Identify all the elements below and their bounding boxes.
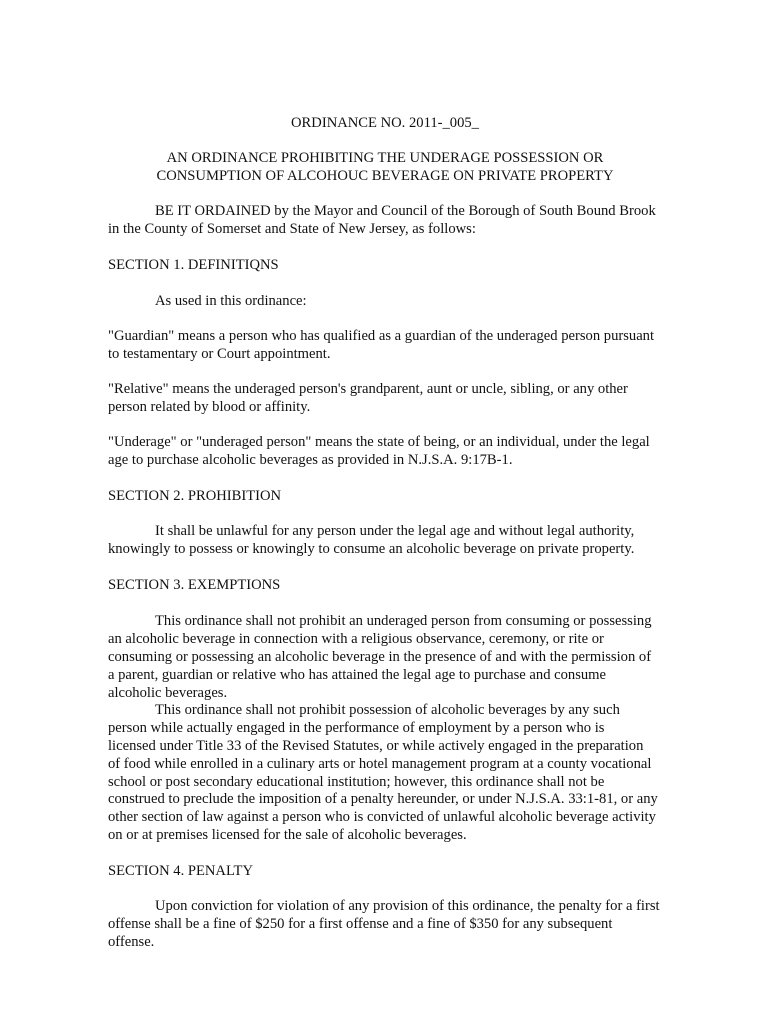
ordinance-title-line: AN ORDINANCE PROHIBITING THE UNDERAGE POSSESSION OR [166, 150, 604, 166]
exemptions-text-line: an alcoholic beverage in connection with a religious observance, ceremony, or rite or [108, 631, 604, 647]
exemptions-text-line: construed to preclude the imposition of a penalty hereunder, or under N.J.S.A. 33:1-81, or any [108, 791, 658, 807]
exemptions-text-line: This ordinance shall not prohibit an underaged person from consuming or possessing [155, 613, 652, 629]
enacting-clause-line: BE IT ORDAINED by the Mayor and Council of the Borough of South Bound Brook [155, 203, 656, 219]
exemptions-text-line: a parent, guardian or relative who has attained the legal age to purchase and consume [108, 667, 607, 683]
prohibition-text-line: It shall be unlawful for any person under the legal age and without legal authority, [155, 523, 635, 539]
exemptions-text-line: alcoholic beverages. [108, 685, 228, 701]
prohibition-text-line: knowingly to possess or knowingly to consume an alcoholic beverage on private property. [108, 541, 635, 557]
definition-guardian-line: "Guardian" means a person who has qualified as a guardian of the underaged person pursuant [108, 328, 655, 344]
definitions-intro: As used in this ordinance: [155, 293, 307, 309]
exemptions-text-line: licensed under Title 33 of the Revised Statutes, or while actively engaged in the preparation [108, 738, 644, 754]
definition-guardian-line: to testamentary or Court appointment. [108, 346, 331, 362]
penalty-text-line: offense. [108, 934, 155, 950]
enacting-clause-line: in the County of Somerset and State of New Jersey, as follows: [108, 221, 476, 237]
exemptions-text-line: other section of law against a person who is convicted of unlawful alcoholic beverage activity [108, 809, 656, 825]
exemptions-text-line: on or at premises licensed for the sale of alcoholic beverages. [108, 827, 467, 843]
section-heading: SECTION 2. PROHIBITION [108, 488, 282, 504]
exemptions-text-line: of food while enrolled in a culinary arts or hotel management program at a county vocational [108, 756, 652, 772]
exemptions-text-line: This ordinance shall not prohibit possession of alcoholic beverages by any such [155, 702, 620, 718]
ordinance-number: ORDINANCE NO. 2011-_005_ [291, 115, 479, 131]
definition-relative-line: person related by blood or affinity. [108, 399, 311, 415]
definition-underage-line: "Underage" or "underaged person" means the state of being, or an individual, under the legal [108, 434, 650, 450]
exemptions-text-line: consuming or possessing an alcoholic beverage in the presence of and with the permission of [108, 649, 652, 665]
section-heading: SECTION 4. PENALTY [108, 863, 253, 879]
exemptions-text-line: school or post secondary educational institution; however, this ordinance shall not be [108, 774, 605, 790]
section-heading: SECTION 3. EXEMPTIONS [108, 577, 281, 593]
exemptions-text-line: person while actually engaged in the performance of employment by a person who is [108, 720, 605, 736]
penalty-text-line: Upon conviction for violation of any provision of this ordinance, the penalty for a first [155, 898, 660, 914]
ordinance-title-line: CONSUMPTION OF ALCOHOUC BEVERAGE ON PRIVATE PROPERTY [156, 168, 614, 184]
definition-underage-line: age to purchase alcoholic beverages as provided in N.J.S.A. 9:17B-1. [108, 452, 513, 468]
definition-relative-line: "Relative" means the underaged person's grandparent, aunt or uncle, sibling, or any other [108, 381, 628, 397]
penalty-text-line: offense shall be a fine of $250 for a first offense and a fine of $350 for any subsequent [108, 916, 613, 932]
section-heading: SECTION 1. DEFINITIQNS [108, 257, 279, 273]
